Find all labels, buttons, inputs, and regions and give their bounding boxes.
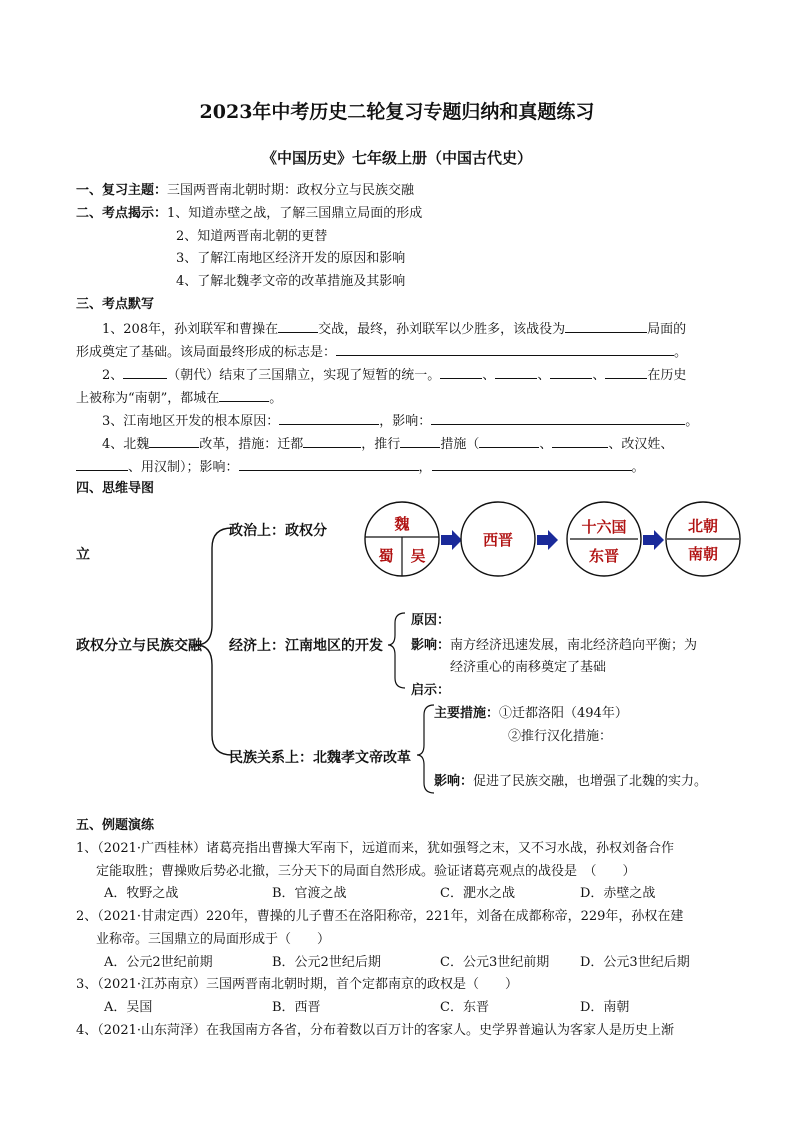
q2-text-f: 。 [269, 391, 283, 406]
q3-option-b[interactable]: B．西晋 [272, 1000, 321, 1015]
q4-text-a: 4、北魏 [102, 437, 150, 452]
label-western-jin: 西晋 [482, 531, 514, 549]
review-theme [76, 183, 414, 199]
mindmap-ethnic-brace [417, 705, 434, 793]
point-3: 3、了解江南地区经济开发的原因和影响 [176, 251, 406, 266]
q1-blank-1[interactable] [278, 320, 318, 333]
page-subtitle: 《中国历史》七年级上册（中国古代史） [261, 149, 532, 167]
q2-text-e: 上被称为“南朝”，都城在 [76, 391, 220, 406]
econ-effect-label: 影响： [411, 638, 451, 653]
label-wu: 吴 [410, 547, 426, 565]
q2-sep-2: 、 [537, 368, 551, 383]
q2-blank-1[interactable] [123, 366, 167, 379]
q1-blank-3[interactable] [336, 343, 674, 356]
q2-sep-1: 、 [482, 368, 496, 383]
q2-option-b[interactable]: B．公元2世纪后期 [272, 955, 381, 970]
arrow-3 [643, 530, 664, 550]
mindmap-econ-brace [388, 613, 405, 688]
q1-text-e: 。 [674, 345, 688, 360]
label-shu: 蜀 [378, 547, 394, 565]
q4-text-c: ，推行 [361, 437, 401, 452]
label-sixteen-kingdoms: 十六国 [581, 518, 627, 536]
q3-option-d[interactable]: D．南朝 [580, 1000, 630, 1015]
q1-option-c[interactable]: C．淝水之战 [440, 886, 515, 901]
q1-text-a: 1、208年，孙刘联军和曹操在 [102, 322, 279, 337]
q1-option-a[interactable]: A．牧野之战 [104, 886, 179, 901]
points-label: 二、考点揭示： [76, 206, 168, 221]
econ-reason: 原因： [411, 613, 451, 628]
q3-blank-1[interactable] [279, 412, 379, 425]
q1-option-b[interactable]: B．官渡之战 [272, 886, 347, 901]
branch-economic: 经济上：江南地区的开发 [229, 638, 383, 654]
q4-blank-7[interactable] [239, 458, 419, 471]
mindmap-root: 政权分立与民族交融 [76, 638, 202, 654]
circle-three-kingdoms [365, 502, 439, 576]
q2-option-d[interactable]: D．公元3世纪后期 [580, 955, 690, 970]
label-eastern-jin: 东晋 [588, 547, 620, 565]
q1-line2: 定能取胜；曹操败后势必北撤，三分天下的局面自然形成。验证诸葛亮观点的战役是 （ ） [96, 864, 636, 879]
theme-label: 一、复习主题： [76, 183, 168, 198]
econ-effect [411, 638, 697, 654]
q2-blank-2[interactable] [440, 366, 482, 379]
q4-blank-1[interactable] [149, 435, 199, 448]
page-title: 2023年中考历史二轮复习专题归纳和真题练习 [199, 101, 595, 123]
q3-blank-2[interactable] [431, 412, 685, 425]
theme-text: 三国两晋南北朝时期：政权分立与民族交融 [167, 183, 415, 198]
ethnic-effect-label: 影响： [434, 774, 474, 789]
q1-line1: 1、（2021·广西桂林）诸葛亮指出曹操大军南下，远道而来，犹如强弩之末，又不习水战，孙权刘备合作 [76, 841, 674, 856]
dictation-q4-line2 [76, 458, 645, 476]
q4-text-d: 措施（ [440, 437, 480, 452]
q2-sep-3: 、 [592, 368, 606, 383]
q2-blank-5[interactable] [605, 366, 647, 379]
dictation-heading: 三、考点默写 [76, 297, 155, 312]
q1-text-d: 形成奠定了基础。该局面最终形成的标志是： [76, 345, 337, 360]
q2-blank-6[interactable] [219, 389, 269, 402]
q2-line1: 2、（2021·甘肃定西）220年，曹操的儿子曹丕在洛阳称帝，221年，刘备在成都称帝，229年，孙权在建 [76, 909, 684, 924]
q3-text-b: ，影响： [379, 414, 432, 429]
dictation-q2-line2 [76, 389, 282, 407]
label-northern-dynasties: 北朝 [687, 517, 719, 535]
q3-option-c[interactable]: C．东晋 [440, 1000, 489, 1015]
q2-option-c[interactable]: C．公元3世纪前期 [440, 955, 550, 970]
q2-line2: 业称帝。三国鼎立的局面形成于（ ） [96, 932, 331, 947]
circle-north-south [666, 502, 740, 576]
q3-option-a[interactable]: A．吴国 [104, 1000, 153, 1015]
dictation-q2-line1 [102, 366, 686, 384]
stray-char: 立 [76, 547, 90, 563]
q2-blank-4[interactable] [550, 366, 592, 379]
ethnic-measure-1: ①迁都洛阳（494年） [499, 706, 628, 721]
q3-line1: 3、（2021·江苏南京）三国两晋南北朝时期，首个定都南京的政权是（ ） [76, 977, 518, 992]
label-wei: 魏 [394, 515, 410, 533]
ethnic-effect [434, 774, 707, 790]
q3-text-c: 。 [685, 414, 699, 429]
q2-blank-3[interactable] [495, 366, 537, 379]
circle-western-jin [461, 502, 535, 576]
q4-blank-4[interactable] [479, 435, 539, 448]
q1-text-c: 局面的 [647, 322, 687, 337]
point-4: 4、了解北魏孝文帝的改革措施及其影响 [176, 274, 406, 289]
arrow-1 [441, 530, 462, 550]
q4-blank-8[interactable] [432, 458, 632, 471]
q4-text-i: 。 [631, 460, 645, 475]
q4-sep-1: 、 [539, 437, 553, 452]
dictation-q1-line1 [102, 320, 686, 338]
q1-option-d[interactable]: D．赤壁之战 [580, 886, 656, 901]
point-2: 2、知道两晋南北朝的更替 [176, 229, 328, 244]
q4-blank-6[interactable] [76, 458, 128, 471]
q2-text-d: 在历史 [647, 368, 687, 383]
q4-blank-5[interactable] [552, 435, 608, 448]
q2-text-b: （朝代）结束了三国鼎立，实现了短暂的统一。 [167, 368, 441, 383]
branch-ethnic: 民族关系上：北魏孝文帝改革 [229, 750, 411, 766]
examples-heading: 五、例题演练 [76, 818, 155, 833]
ethnic-measures [434, 706, 628, 722]
branch-political: 政治上：政权分 [229, 523, 327, 539]
dictation-q4-line1 [102, 435, 673, 453]
econ-effect-text2: 经济重心的南移奠定了基础 [450, 660, 607, 675]
dictation-q3 [102, 412, 698, 430]
review-points-row [76, 206, 422, 222]
q4-blank-3[interactable] [400, 435, 440, 448]
q2-text-a: 2、 [102, 368, 124, 383]
ethnic-measures-label: 主要措施： [434, 706, 500, 721]
label-southern-dynasties: 南朝 [687, 545, 719, 563]
dictation-q1-line2 [76, 343, 687, 361]
econ-effect-text1: 南方经济迅速发展，南北经济趋向平衡；为 [450, 638, 698, 653]
q4-text-g: 、用汉制）；影响： [128, 460, 239, 475]
econ-insight: 启示： [411, 683, 451, 698]
q4-line1: 4、（2021·山东菏泽）在我国南方各省，分布着数以百万计的客家人。史学界普遍认为客家人是历史上渐 [76, 1023, 674, 1038]
circle-sixteen-kingdoms [567, 502, 641, 576]
q4-blank-2[interactable] [303, 435, 361, 448]
point-1: 1、知道赤壁之战，了解三国鼎立局面的形成 [167, 206, 423, 221]
q4-text-b: 改革，措施：迁都 [199, 437, 304, 452]
ethnic-effect-text: 促进了民族交融，也增强了北魏的实力。 [473, 774, 708, 789]
q1-blank-2[interactable] [565, 320, 647, 333]
ethnic-measure-2: ②推行汉化措施： [508, 729, 613, 744]
q4-text-f: 、改汉姓、 [608, 437, 674, 452]
arrow-2 [537, 530, 558, 550]
q1-text-b: 交战，最终，孙刘联军以少胜多，该战役为 [318, 322, 566, 337]
q3-text-a: 3、江南地区开发的根本原因： [102, 414, 280, 429]
mindmap-heading: 四、思维导图 [76, 481, 155, 496]
q2-option-a[interactable]: A．公元2世纪前期 [104, 955, 213, 970]
q4-text-h: ， [418, 460, 432, 475]
